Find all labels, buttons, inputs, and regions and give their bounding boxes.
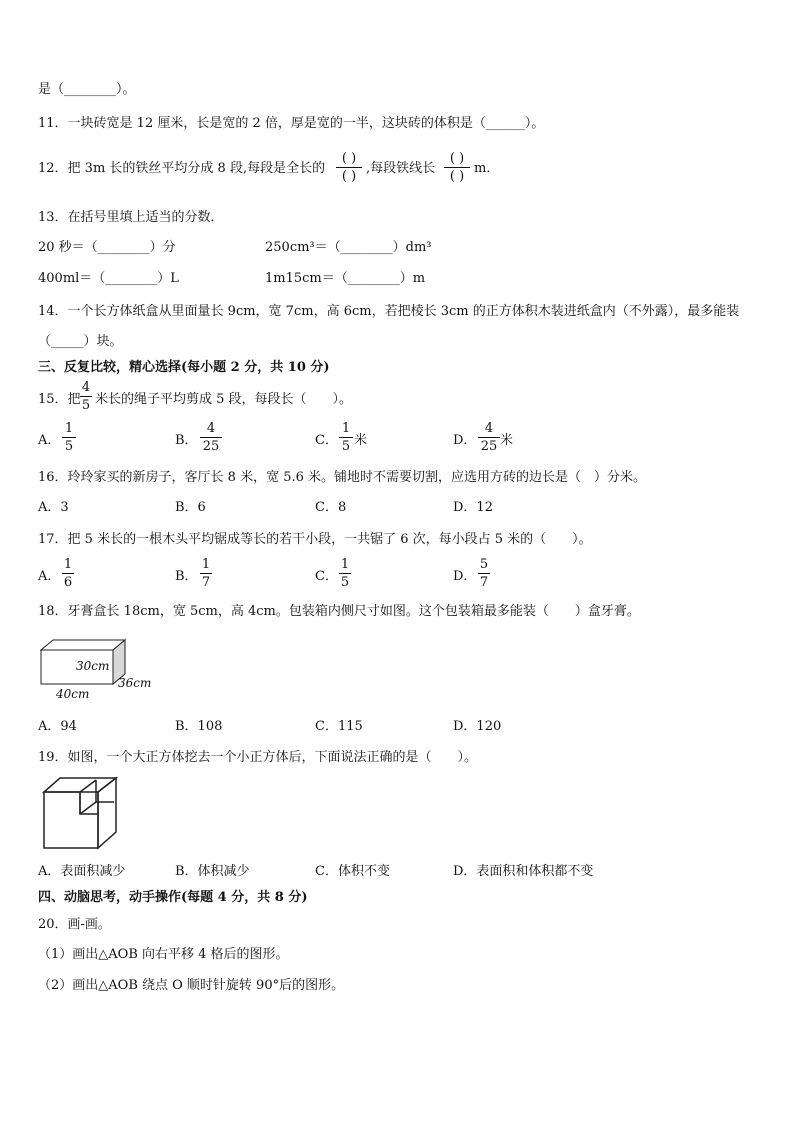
fraction-denominator: 5 — [341, 439, 351, 454]
q16-option-b[interactable]: B．6 — [175, 500, 206, 515]
fraction-numerator: 4 — [206, 421, 216, 436]
question-19: 19．如图，一个大正方体挖去一个小正方体后，下面说法正确的是（ ）。 — [38, 750, 478, 765]
option-label: D． — [453, 433, 477, 448]
q15-option-c-unit: 米 — [354, 433, 368, 448]
fraction-denominator: 5 — [340, 575, 350, 590]
q18-option-c[interactable]: C．115 — [315, 719, 363, 734]
q17-option-c[interactable] — [315, 569, 338, 585]
q19-option-c[interactable]: C．体积不变 — [315, 864, 390, 879]
q17-option-c-fraction — [339, 557, 351, 590]
option-label: C． — [315, 569, 338, 584]
section-3-heading: 三、反复比较，精心选择(每小题 2 分，共 10 分) — [38, 360, 330, 375]
fraction-denominator: ( ) — [341, 169, 357, 184]
cube-figure — [40, 776, 130, 850]
option-label: B． — [175, 569, 198, 584]
q17-option-a-fraction — [62, 557, 74, 590]
fraction-numerator: 1 — [64, 421, 74, 436]
question-14-line1: 14．一个长方体纸盒从里面量长 9cm，宽 7cm，高 6cm，若把棱长 3cm 的正方体积木装进纸盒内（不外露），最多能装 — [38, 304, 740, 319]
q17-option-d[interactable] — [453, 569, 476, 585]
q16-option-a[interactable]: A．3 — [38, 500, 69, 515]
fraction-bar — [200, 573, 212, 574]
question-12-part1: 12．把 3m 长的铁丝平均分成 8 段,每段是全长的 — [38, 161, 326, 176]
fraction-bar — [62, 573, 74, 574]
q16-option-c[interactable]: C．8 — [315, 500, 347, 515]
fraction-bar — [62, 437, 76, 438]
fraction-numerator: 1 — [63, 557, 73, 572]
fraction-numerator: 1 — [201, 557, 211, 572]
question-20-part1: （1）画出△AOB 向右平移 4 格后的图形。 — [38, 947, 289, 962]
question-15-suffix: 米长的绳子平均剪成 5 段，每段长（ ）。 — [95, 392, 353, 407]
fraction-numerator: 4 — [484, 421, 494, 436]
fraction-denominator: 5 — [64, 439, 74, 454]
fraction-numerator: 4 — [81, 380, 91, 395]
q15-option-d-unit: 米 — [500, 433, 514, 448]
q17-option-b-fraction — [200, 557, 212, 590]
question-20-part2: （2）画出△AOB 绕点 O 顺时针旋转 90°后的图形。 — [38, 978, 345, 993]
question-20-title: 20．画-画。 — [38, 917, 111, 932]
cube-front-face — [44, 792, 98, 848]
cube-drawing — [40, 776, 130, 850]
box-length-label: 40cm — [56, 687, 90, 701]
q17-option-b[interactable] — [175, 569, 198, 585]
box-top-face — [41, 640, 125, 650]
fraction-denominator: 7 — [201, 575, 211, 590]
fraction-denominator: ( ) — [449, 169, 465, 184]
q15-option-b[interactable] — [175, 433, 198, 449]
box-width-label: 36cm — [118, 676, 152, 690]
question-12-part3: m． — [474, 161, 500, 176]
fraction-numerator: 1 — [341, 421, 351, 436]
q17-option-a[interactable] — [38, 569, 60, 585]
fraction-bar — [200, 437, 222, 438]
question-13-title: 13．在括号里填上适当的分数． — [38, 210, 224, 225]
section-4-heading: 四、动脑思考，动手操作(每题 4 分，共 8 分) — [38, 890, 308, 905]
question-11: 11．一块砖宽是 12 厘米，长是宽的 2 倍，厚是宽的一半，这块砖的体积是（______）。 — [38, 116, 545, 131]
fraction-numerator: ( ) — [449, 151, 465, 166]
q15-option-a[interactable] — [38, 433, 60, 449]
option-label: B． — [175, 433, 198, 448]
question-17: 17．把 5 米长的一根木头平均锯成等长的若干小段，一共锯了 6 次，每小段占 5 米的（ ）。 — [38, 532, 592, 547]
packing-box-figure — [36, 638, 156, 700]
question-13-b: 250cm³＝（________）dm³ — [265, 240, 432, 255]
q17-option-d-fraction — [478, 557, 490, 590]
cube-side-face — [98, 778, 116, 848]
fraction-denominator: 5 — [81, 398, 91, 413]
fraction-numerator: 1 — [340, 557, 350, 572]
q12-blank-fraction-2[interactable] — [444, 151, 470, 184]
q19-option-d[interactable]: D．表面积和体积都不变 — [453, 864, 594, 879]
fraction-numerator: 5 — [479, 557, 489, 572]
question-13-c: 400ml＝（________）L — [38, 271, 179, 286]
q15-option-b-fraction — [200, 421, 222, 454]
q15-fraction — [80, 380, 92, 413]
fraction-bar — [478, 437, 500, 438]
box-height-label: 30cm — [76, 659, 110, 673]
fraction-bar — [339, 573, 351, 574]
question-16: 16．玲玲家买的新房子，客厅长 8 米，宽 5.6 米。铺地时不需要切割，应选用方砖的边长是（ ）分米。 — [38, 470, 647, 485]
question-13-a: 20 秒＝（________）分 — [38, 240, 176, 255]
fraction-bar — [80, 396, 92, 397]
fraction-bar — [339, 437, 353, 438]
q12-blank-fraction-1[interactable] — [336, 151, 362, 184]
fraction-bar — [478, 573, 490, 574]
q15-option-c[interactable] — [315, 433, 338, 449]
fraction-bar — [336, 167, 362, 168]
question-18: 18．牙膏盒长 18cm，宽 5cm，高 4cm。包装箱内侧尺寸如图。这个包装箱最多能装（ ）盒牙膏。 — [38, 604, 640, 619]
question-14-line2: （_____）块。 — [38, 334, 123, 349]
cube-top-edge — [44, 778, 116, 792]
q19-option-b[interactable]: B．体积减少 — [175, 864, 250, 879]
q15-option-d-fraction — [478, 421, 500, 454]
fraction-numerator: ( ) — [341, 151, 357, 166]
q18-option-a[interactable]: A．94 — [38, 719, 77, 734]
fraction-bar — [444, 167, 470, 168]
q18-option-d[interactable]: D．120 — [453, 719, 502, 734]
q15-option-d[interactable] — [453, 433, 476, 449]
q10-tail: 是（________）。 — [38, 82, 136, 97]
fraction-denominator: 7 — [479, 575, 489, 590]
q15-option-c-fraction — [339, 421, 353, 454]
fraction-denominator: 25 — [480, 439, 498, 454]
option-label: D． — [453, 569, 477, 584]
q19-option-a[interactable]: A．表面积减少 — [38, 864, 126, 879]
q15-option-a-fraction — [62, 421, 76, 454]
question-12-part2: ,每段铁线长 — [366, 161, 436, 176]
fraction-denominator: 25 — [202, 439, 220, 454]
q18-option-b[interactable]: B．108 — [175, 719, 223, 734]
question-13-d: 1m15cm＝（________）m — [265, 271, 426, 286]
option-label: A． — [38, 433, 61, 448]
option-label: C． — [315, 433, 338, 448]
q16-option-d[interactable]: D．12 — [453, 500, 493, 515]
option-label: A． — [38, 569, 61, 584]
fraction-denominator: 6 — [63, 575, 73, 590]
question-15-prefix: 15．把 — [38, 392, 81, 407]
